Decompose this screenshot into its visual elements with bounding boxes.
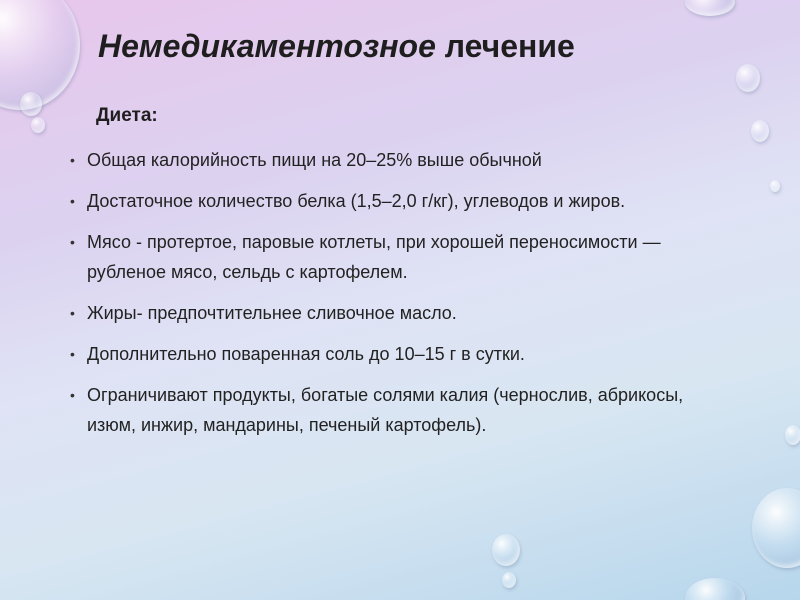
bullet-icon: • [70, 234, 75, 250]
list-item [70, 339, 730, 369]
list-item [70, 145, 730, 175]
water-drop-decoration [0, 0, 80, 110]
water-drop-decoration [502, 572, 516, 588]
list-item-text: Жиры- предпочтительнее сливочное масло. [87, 303, 457, 323]
water-drop-decoration [770, 180, 780, 192]
list-item-text: Мясо - протертое, паровые котлеты, при хорошей переносимости — рубленое мясо, сельдь с картофелем. [87, 232, 661, 282]
bullet-list [70, 145, 730, 451]
water-drop-decoration [785, 425, 800, 445]
list-item-text: Общая калорийность пищи на 20–25% выше обычной [87, 150, 542, 170]
water-drop-decoration [752, 488, 800, 568]
list-item [70, 186, 730, 216]
bullet-icon: • [70, 305, 75, 321]
slide-title-rest: лечение [435, 28, 575, 64]
water-drop-decoration [751, 120, 769, 142]
water-drop-decoration [31, 117, 45, 133]
list-item-text: Дополнительно поваренная соль до 10–15 г в сутки. [87, 344, 525, 364]
list-item-text: Ограничивают продукты, богатые солями калия (чернослив, абрикосы, изюм, инжир, мандарины, печеный картофель). [87, 385, 684, 435]
list-item [70, 298, 730, 328]
water-drop-decoration [492, 534, 520, 566]
slide-title-italic: Немедикаментозное [98, 28, 436, 64]
bullet-icon: • [70, 346, 75, 362]
bullet-icon: • [70, 152, 75, 168]
water-drop-decoration [685, 578, 745, 600]
water-drop-decoration [736, 64, 760, 92]
list-item [70, 380, 730, 440]
slide-subtitle: Диета: [96, 105, 158, 126]
list-item [70, 227, 730, 287]
water-drop-decoration [20, 92, 42, 116]
water-drop-decoration [685, 0, 735, 16]
bullet-icon: • [70, 193, 75, 209]
list-item-text: Достаточное количество белка (1,5–2,0 г/кг), углеводов и жиров. [87, 191, 626, 211]
slide-title [98, 28, 575, 65]
bullet-icon: • [70, 387, 75, 403]
